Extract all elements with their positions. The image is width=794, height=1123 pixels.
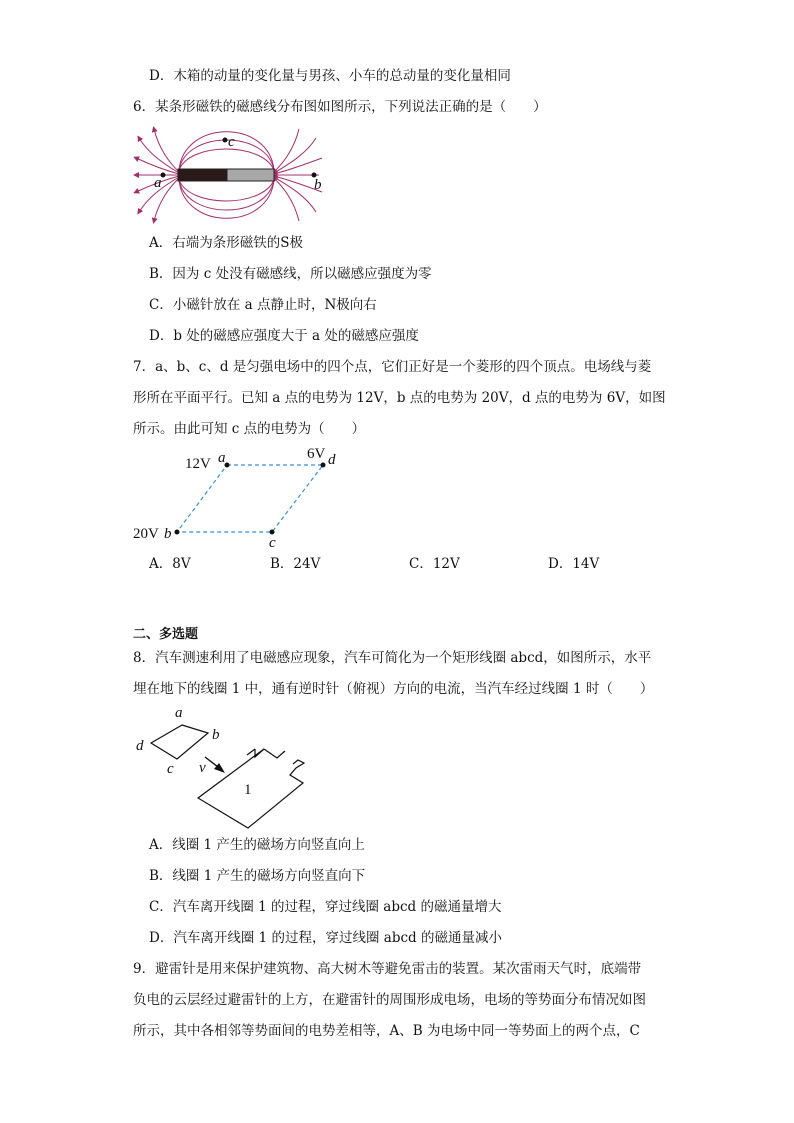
- q7-label-b-value: 20V: [133, 526, 159, 542]
- q7-label-c: c: [269, 535, 276, 551]
- q8-label-coil: 1: [244, 782, 252, 798]
- q7-label-a-value: 12V: [185, 456, 211, 472]
- q7-rhombus-figure: [130, 444, 350, 554]
- q8-label-c: c: [167, 761, 174, 777]
- q8-label-d: d: [136, 738, 144, 754]
- q7-option-d: D．14V: [548, 556, 600, 572]
- q6-label-c: c: [228, 134, 235, 150]
- q7-label-d: d: [328, 452, 336, 468]
- q6-option-a: A．右端为条形磁铁的S极: [149, 235, 303, 251]
- q6-option-c: C．小磁针放在 a 点静止时，N极向右: [149, 297, 377, 313]
- q7-label-d-value: 6V: [307, 446, 326, 462]
- q7-option-a: A．8V: [149, 556, 191, 572]
- q6-magnet-figure: [134, 124, 334, 224]
- q8-option-b: B．线圈 1 产生的磁场方向竖直向下: [149, 868, 366, 884]
- q6-label-a: a: [154, 175, 162, 191]
- q8-option-d: D．汽车离开线圈 1 的过程，穿过线圈 abcd 的磁通量减小: [149, 930, 502, 946]
- q8-label-v: v: [199, 760, 206, 776]
- q8-label-a: a: [175, 705, 183, 721]
- q6-option-b: B．因为 c 处没有磁感线，所以磁感应强度为零: [149, 266, 432, 282]
- q8-option-c: C．汽车离开线圈 1 的过程，穿过线圈 abcd 的磁通量增大: [149, 899, 502, 915]
- q9-stem-line-3: 所示，其中各相邻等势面间的电势差相等，A、B 为电场中同一等势面上的两个点，C: [133, 1023, 640, 1039]
- q7-stem-line-2: 形所在平面平行。已知 a 点的电势为 12V，b 点的电势为 20V，d 点的电势为 6V，如图: [133, 390, 666, 406]
- q8-stem-line-1: 8．汽车测速利用了电磁感应现象，汽车可简化为一个矩形线圈 abcd，如图所示，水平: [133, 650, 652, 666]
- q5-option-d: D．木箱的动量的变化量与男孩、小车的总动量的变化量相同: [149, 68, 511, 84]
- q6-label-b: b: [314, 177, 322, 193]
- q7-label-b: b: [164, 526, 172, 542]
- q6-option-d: D．b 处的磁感应强度大于 a 处的磁感应强度: [149, 328, 419, 344]
- q8-stem-line-2: 埋在地下的线圈 1 中，通有逆时针（俯视）方向的电流，当汽车经过线圈 1 时（ ）: [133, 681, 654, 697]
- q7-stem-line-1: 7．a、b、c、d 是匀强电场中的四个点，它们正好是一个菱形的四个顶点。电场线与菱: [133, 359, 652, 375]
- q7-label-a: a: [218, 450, 226, 466]
- section-title: 二、多选题: [133, 627, 199, 642]
- q8-coil-figure: [130, 700, 310, 830]
- q8-option-a: A．线圈 1 产生的磁场方向竖直向上: [149, 837, 365, 853]
- q8-label-b: b: [212, 727, 220, 743]
- q9-stem-line-1: 9．避雷针是用来保护建筑物、高大树木等避免雷击的装置。某次雷雨天气时，底端带: [133, 961, 642, 977]
- q9-stem-line-2: 负电的云层经过避雷针的上方，在避雷针的周围形成电场，电场的等势面分布情况如图: [133, 992, 646, 1008]
- q6-stem: 6．某条形磁铁的磁感线分布图如图所示，下列说法正确的是（ ）: [133, 99, 547, 115]
- q7-stem-line-3: 所示。由此可知 c 点的电势为（ ）: [133, 421, 366, 437]
- q7-option-b: B．24V: [270, 556, 321, 572]
- q7-option-c: C．12V: [409, 556, 460, 572]
